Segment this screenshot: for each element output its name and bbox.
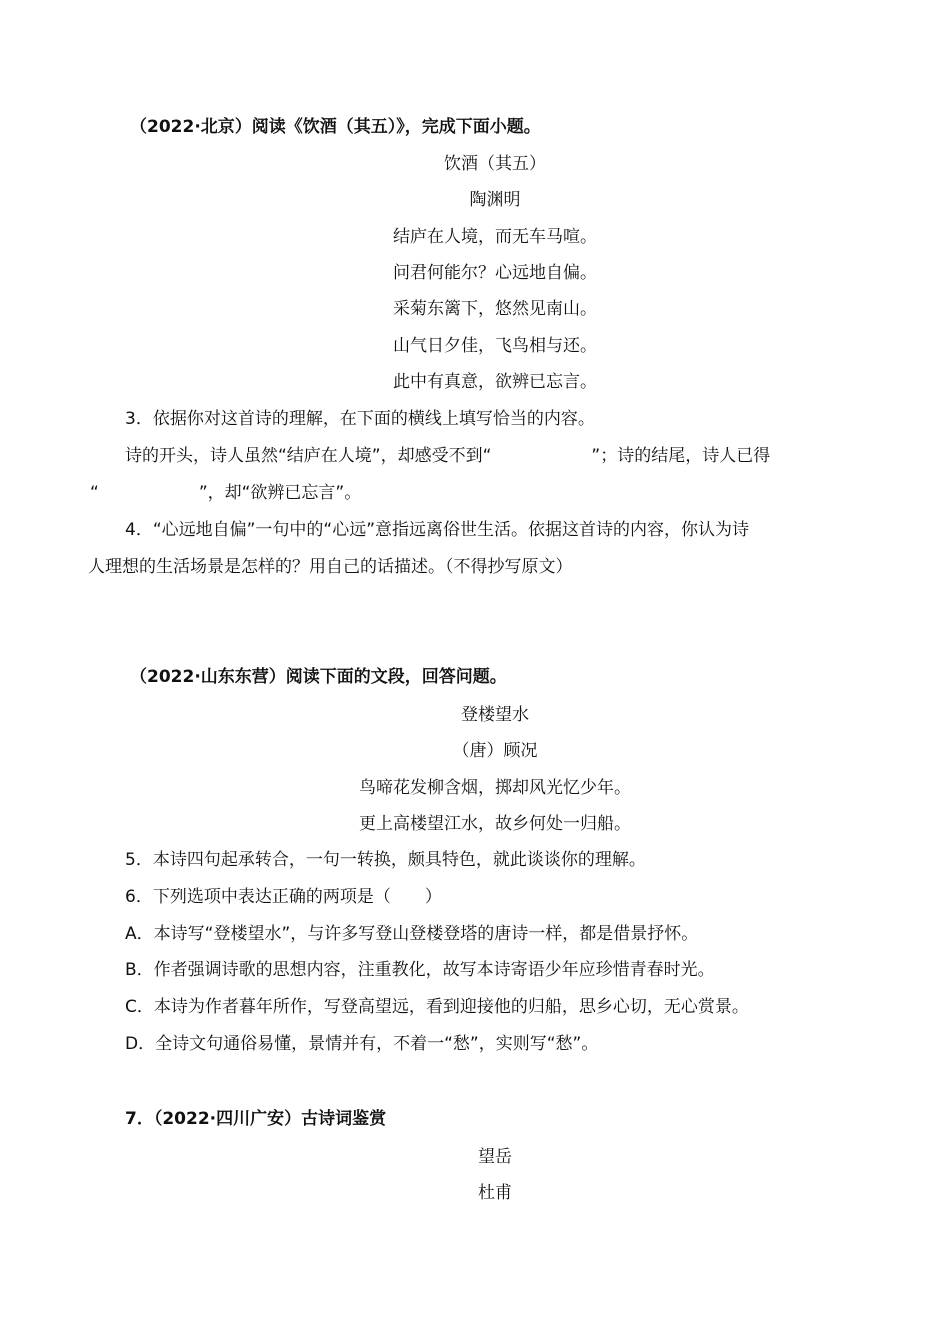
option-letter: B． [125,960,154,980]
option-letter: C． [125,997,154,1017]
q3-text-a: 诗的开头，诗人虽然“结庐在人境”，却感受不到“ [125,446,492,466]
q2-header: （2022·山东东营）阅读下面的文段，回答问题。 [130,667,507,687]
q1-poem-title: 饮酒（其五） [444,154,546,174]
option-a[interactable] [125,922,698,946]
q3-text-b: ”；诗的结尾，诗人已得 [591,446,771,466]
option-text: 作者强调诗歌的思想内容，注重教化，故写本诗寄语少年应珍惜青春时光。 [153,960,715,980]
question-5-text: 本诗四句起承转合，一句一转换，颇具特色，就此谈谈你的理解。 [152,850,646,870]
q1-header: （2022·北京）阅读《饮酒（其五）》，完成下面小题。 [130,117,541,137]
q1-poem-line: 此中有真意，欲辨已忘言。 [393,372,597,392]
question-6-text: 下列选项中表达正确的两项是（ ） [152,887,442,907]
q1-poem-line: 结庐在人境，而无车马喧。 [393,227,597,247]
q3-text-d: ”，却“欲辨已忘言”。 [198,483,362,503]
q3-header [125,1107,386,1131]
option-b[interactable] [125,958,715,982]
q2-poem-author: （唐）顾况 [452,741,538,761]
question-7-header-text: （2022·四川广安）古诗词鉴赏 [153,1109,387,1129]
question-3-fill-line1 [125,444,770,468]
option-c[interactable] [125,995,749,1019]
option-letter: D． [125,1034,156,1054]
option-letter: A． [125,924,154,944]
q3-poem-author: 杜甫 [478,1183,512,1203]
question-5-number: 5． [125,850,153,870]
question-6-number: 6． [125,887,153,907]
option-text: 本诗写“登楼望水”，与许多写登山登楼登塔的唐诗一样，都是借景抒怀。 [153,924,699,944]
q1-poem-line: 山气日夕佳，飞鸟相与还。 [393,336,597,356]
q2-poem-title: 登楼望水 [461,705,529,725]
q1-poem-author: 陶渊明 [469,190,521,210]
option-d[interactable] [125,1032,598,1056]
question-5 [125,848,646,872]
question-6 [125,885,442,909]
q3-poem-title: 望岳 [478,1147,512,1167]
question-4-line1: 4．“心远地自偏”一句中的“心远”意指远离俗世生活。依据这首诗的内容，你认为诗 [125,520,750,540]
question-3: 3．依据你对这首诗的理解，在下面的横线上填写恰当的内容。 [125,409,595,429]
option-text: 全诗文句通俗易懂，景情并有，不着一“愁”，实则写“愁”。 [155,1034,599,1054]
q3-text-c: “ [90,483,99,503]
q2-poem-line: 鸟啼花发柳含烟，掷却风光忆少年。 [359,778,631,798]
q2-poem-line: 更上高楼望江水，故乡何处一归船。 [359,814,631,834]
q1-poem-line: 采菊东篱下，悠然见南山。 [393,299,597,319]
q1-poem-line: 问君何能尔？心远地自偏。 [393,263,597,283]
option-text: 本诗为作者暮年所作，写登高望远，看到迎接他的归船，思乡心切，无心赏景。 [153,997,749,1017]
question-4-line2: 人理想的生活场景是怎样的？用自己的话描述。（不得抄写原文） [88,557,573,577]
question-7-number: 7． [125,1109,154,1129]
question-3-fill-line2 [90,481,361,505]
